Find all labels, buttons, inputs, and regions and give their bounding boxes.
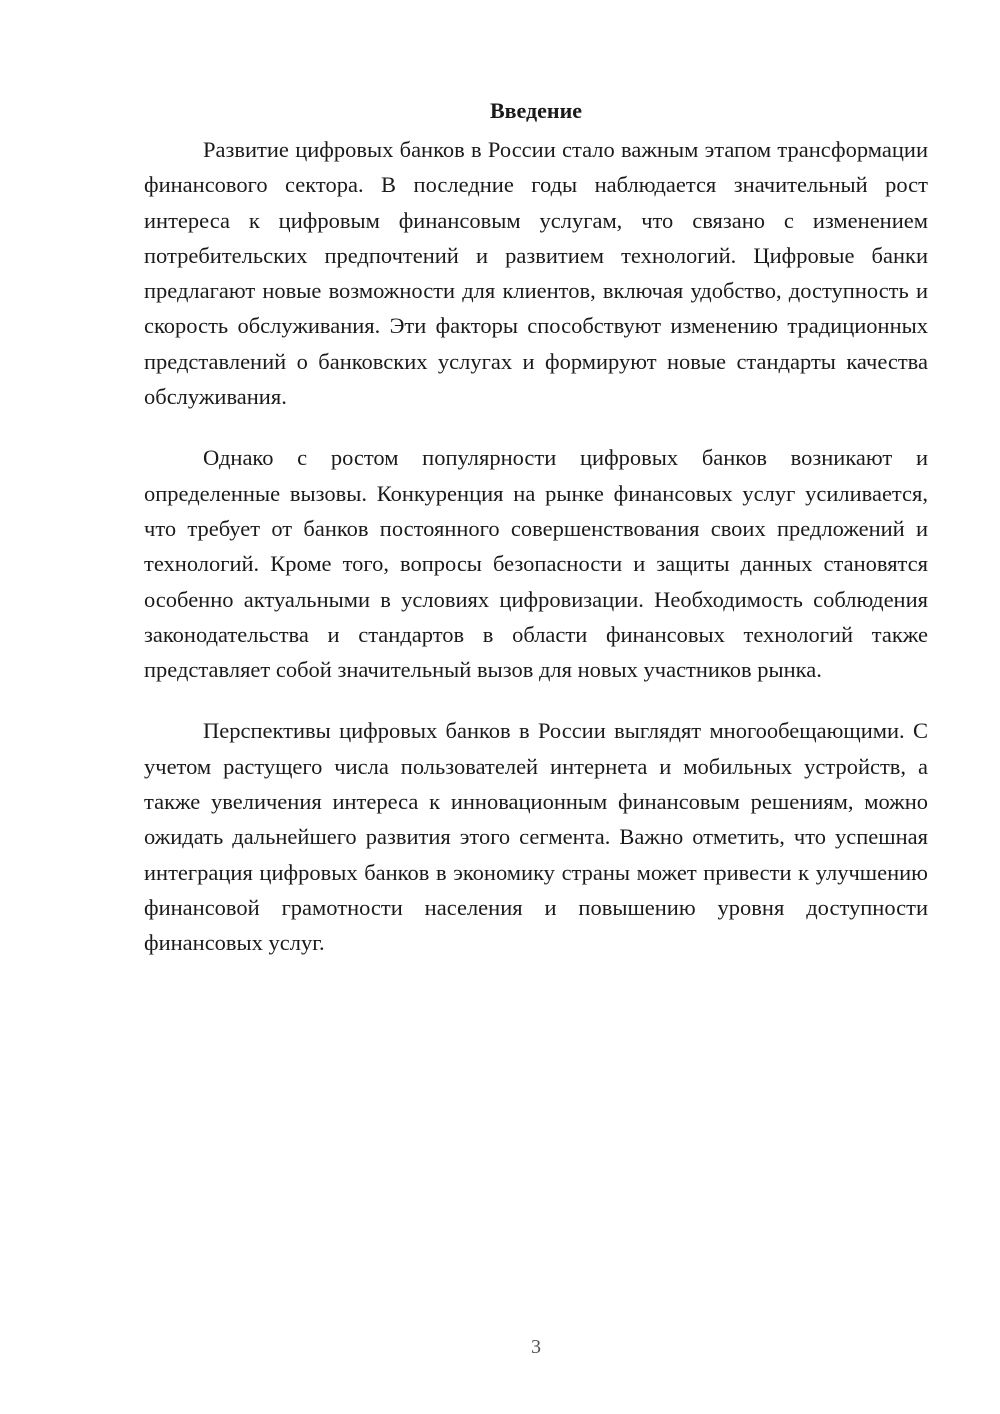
paragraph-1: Развитие цифровых банков в России стало важным этапом трансформации финансового сектора. В последние годы наблюдается значительный рост интереса к цифровым финансовым услугам, что связано с изменением потребительских предпочтений и развитием технологий. Цифровые банки предлагают новые возможности для клиентов, включая удобство, доступность и скорость обслуживания. Эти факторы способствуют изменению традиционных представлений о банковских услугах и формируют новые стандарты качества обслуживания. (144, 137, 928, 410)
paragraph-2: Однако с ростом популярности цифровых банков возникают и определенные вызовы. Конкуренция на рынке финансовых услуг усиливается, что требует от банков постоянного совершенствования своих предложений и технологий. Кроме того, вопросы безопасности и защиты данных становятся особенно актуальными в условиях цифровизации. Необходимость соблюдения законодательства и стандартов в области финансовых технологий также представляет собой значительный вызов для новых участников рынка. (144, 445, 928, 683)
page-content (144, 94, 928, 987)
page-number: 3 (531, 1336, 541, 1358)
section-title: Введение (489, 98, 583, 123)
paragraph-3: Перспективы цифровых банков в России выглядят многообещающими. С учетом растущего числа пользователей интернета и мобильных устройств, а также увеличения интереса к инновационным финансовым решениям, можно ожидать дальнейшего развития этого сегмента. Важно отметить, что успешная интеграция цифровых банков в экономику страны может привести к улучшению финансовой грамотности населения и повышению уровня доступности финансовых услуг. (144, 718, 928, 956)
